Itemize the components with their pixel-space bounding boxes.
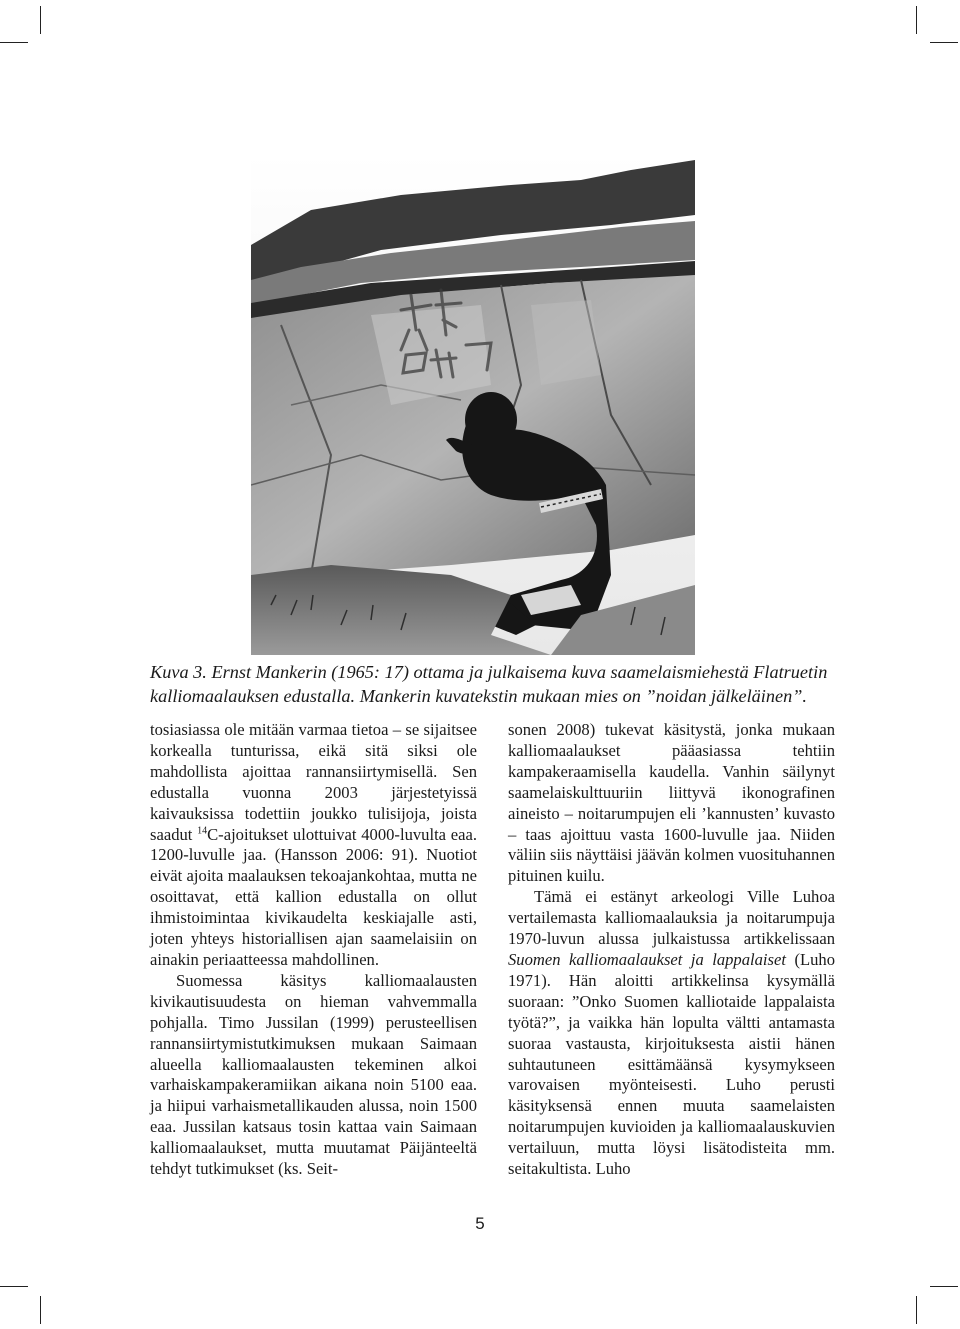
paragraph-text: (Luho 1971). Hän aloitti artikkelinsa kysymällä suoraan: ”Onko Suomen kalliotaide lappalaista työtä?”, ja vaikka hän lopulta vältti antamasta suoraa vastausta, kirjoituksesta aistii hänen suhtautuneen esittämäänsä kysymykseen varovaisen myönteisesti. Luho perusti käsityksensä ennen muuta saamelaisten noitarumpujen kuvioiden ja kalliomaalauskuvien vertailuun, mutta löysi lisätodisteita mm. seitakultista. Luho bbox=[508, 949, 835, 1179]
crop-mark bbox=[930, 42, 958, 43]
crop-mark bbox=[0, 42, 28, 43]
figure-photograph bbox=[251, 155, 695, 655]
superscript-isotope: 14 bbox=[197, 825, 208, 836]
photograph-kneeling-man-rock-painting-icon bbox=[251, 155, 695, 655]
caption-text: Ernst Mankerin (1965: 17) ottama ja julkaisema kuva saamelaismiehestä Flatruetin kalliomaalauksen edustalla. Mankerin kuvatekstin mukaan mies on ”noidan jälkeläinen”. bbox=[150, 662, 828, 706]
article-title: Suomen kalliomaalaukset ja lappalaiset bbox=[508, 949, 786, 969]
paragraph: sonen 2008) tukevat käsitystä, jonka mukaan kalliomaalaukset pääasiassa tehtiin kampakeraamisella kaudella. Vanhin säilynyt saamelaiskulttuuriin liittyvä ikonografinen aineisto – noitarumpujen eli ’kannusten’ kuvasto – taas ajoittuu vasta 1600-luvulle jaa. Niiden väliin siis näyttäisi jäävän kolmen vuosituhannen pituinen kuilu. bbox=[508, 720, 835, 886]
paragraph bbox=[508, 887, 835, 1180]
paragraph-text: Tämä ei estänyt arkeologi Ville Luhoa vertailemasta kalliomaalauksia ja noitarumpuja 1970-luvun alussa julkaistussa artikkelissaan bbox=[508, 887, 835, 949]
paragraph bbox=[150, 720, 477, 971]
crop-mark bbox=[40, 1296, 41, 1324]
crop-mark bbox=[916, 1296, 917, 1324]
crop-mark bbox=[40, 6, 41, 34]
text-column-right bbox=[508, 720, 835, 1180]
crop-mark bbox=[0, 1286, 28, 1287]
paragraph: Suomessa käsitys kalliomaalausten kivikautisuudesta on hieman vahvemmalla pohjalla. Timo Jussilan (1999) perusteellisen rannansiirtymistutkimuksen mukaan Saimaan alueella kalliomaalausten tekeminen alkoi varhaiskampakeramiikan aikana noin 5100 eaa. ja hiipui varhaismetallikauden alussa, noin 1500 eaa. Jussilan katsaus tosin kattaa vain Saimaan kalliomaalaukset, mutta muutamat Päijänteeltä tehdyt tutkimukset (ks. Seit- bbox=[150, 970, 477, 1179]
crop-mark bbox=[916, 6, 917, 34]
figure-caption bbox=[150, 660, 840, 708]
paragraph-text: C-ajoitukset ulottuivat 4000-luvulta eaa. 1200-luvulle jaa. (Hansson 2006: 91). Nuotiot eivät ajoita maalauksen tekoajankohtaa, mutta ne osoittavat, että kallion edustalla on ollut ihmistoimintaa kivikaudelta keskiajalle asti, joten yhteys historiallisen ajan saamelaisiin on ainakin periaatteessa mahdollinen. bbox=[150, 824, 477, 969]
text-column-left bbox=[150, 720, 477, 1180]
paragraph-text: tosiasiassa ole mitään varmaa tietoa – se sijaitsee korkealla tunturissa, eikä sitä siksi ole mahdollista ajoittaa rannansiirtymisellä. Sen edustalla vuonna 2003 järjestetyissä kaivauksissa todettiin joukko tulisijoja, joista saadut bbox=[150, 720, 477, 844]
caption-label: Kuva 3. bbox=[150, 662, 207, 682]
page-number: 5 bbox=[475, 1214, 485, 1233]
crop-mark bbox=[930, 1286, 958, 1287]
